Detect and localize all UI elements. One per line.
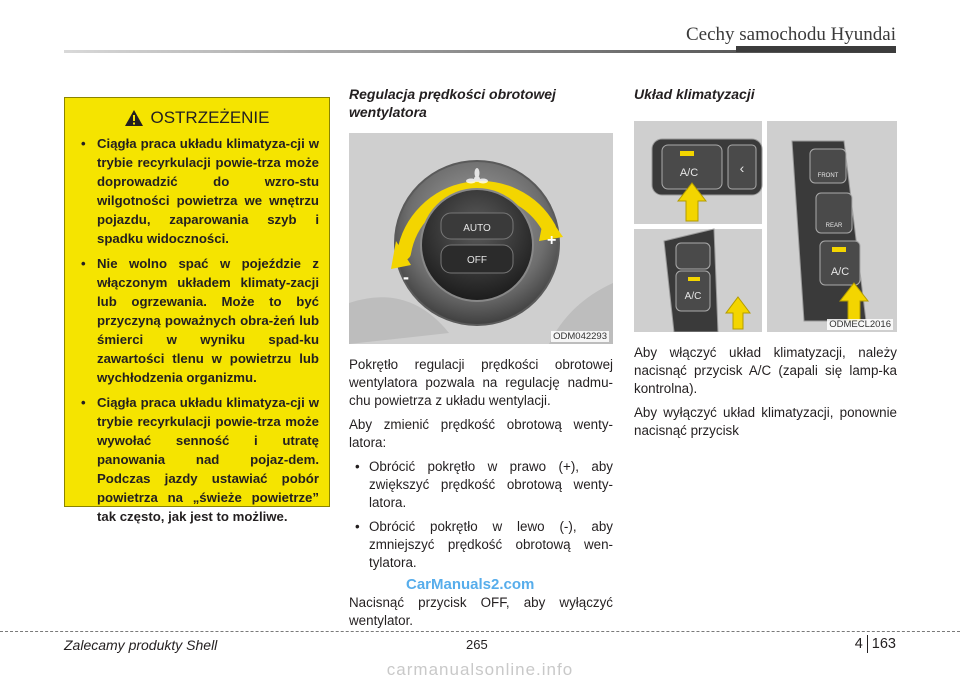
fan-bullet-text: Obrócić pokrętło w prawo (+), aby zwiększyć prędkość obrotową wenty-latora. xyxy=(369,459,613,510)
fan-bullet-item xyxy=(349,518,613,572)
indicator-light xyxy=(680,151,694,156)
ac-label: A/C xyxy=(684,291,702,302)
bullet: • xyxy=(355,519,360,534)
fan-para-2: Aby zmienić prędkość obrotową wenty-latora: xyxy=(349,417,613,450)
warning-item-text: Ciągła praca układu klimatyza-cji w trybie recyrkulacji powie-trza może wywołać senność i utratę panowania nad pojaz-dem. Podczas jazdy ustawiać pobór powietrza na „świeże powietrze” tak często, jak jest to możliwe. xyxy=(97,395,319,524)
fan-para-3: Nacisnąć przycisk OFF, aby wyłączyć wentylator. xyxy=(349,595,613,628)
warning-item-text: Nie wolno spać w pojeździe z włączonym układem klimaty-zacji lub ogrzewania. Może to być przyczyną poważnych obra-żeń lub śmierci w wyniku spad-ku zawartości tlenu w powietrzu lub wychłodzenia organizmu. xyxy=(97,256,319,385)
bullet: • xyxy=(81,256,86,271)
rear-label: REAR xyxy=(825,223,843,229)
footer-center-number: 265 xyxy=(466,637,488,652)
fan-para-1: Pokrętło regulacji prędkości obrotowej wentylatora pozwala na regulację nadmu-chu powietrza z układu wentylacji. xyxy=(349,357,613,408)
fan-bullet-item xyxy=(349,458,613,512)
warning-heading xyxy=(75,108,319,128)
warning-item xyxy=(75,254,319,387)
indicator-light xyxy=(688,277,700,281)
ac-para-1: Aby włączyć układ klimatyzacji, należy nacisnąć przycisk A/C (zapali się lamp-ka kontrolna). xyxy=(634,345,897,396)
chapter-number: 4 xyxy=(854,636,863,652)
fan-bullet-text: Obrócić pokrętło w lewo (-), aby zmniejszyć prędkość obrotową wen-tylatora. xyxy=(369,519,613,570)
ac-label: A/C xyxy=(679,167,699,179)
fan-figure-caption: ODM042293 xyxy=(553,331,607,342)
warning-list xyxy=(75,134,319,526)
auto-label: AUTO xyxy=(463,223,491,234)
ac-button-figure xyxy=(634,121,897,332)
warning-triangle-icon xyxy=(124,109,144,127)
footer-rule xyxy=(0,631,960,632)
ac-body-text xyxy=(634,344,897,440)
ac-label: A/C xyxy=(830,266,850,278)
footer-page-number xyxy=(855,635,896,653)
warning-heading-text: OSTRZEŻENIE xyxy=(150,108,270,127)
warning-box xyxy=(64,97,330,524)
front-label: FRONT xyxy=(817,173,839,179)
fan-speed-section xyxy=(349,85,613,636)
fan-knob-illustration xyxy=(349,133,613,344)
fan-knob-figure xyxy=(349,133,613,344)
header-rule-accent xyxy=(736,46,896,52)
ac-section xyxy=(634,85,897,446)
minus-label: - xyxy=(403,267,409,287)
bullet: • xyxy=(81,136,86,151)
off-label: OFF xyxy=(467,255,487,266)
footer-left-text: Zalecamy produkty Shell xyxy=(64,637,218,653)
plus-label: + xyxy=(547,232,557,249)
fan-body-text xyxy=(349,356,613,630)
page-number: 163 xyxy=(871,636,896,652)
footer-watermark: carmanualsonline.info xyxy=(386,660,574,679)
bullet: • xyxy=(81,395,86,410)
warning-item xyxy=(75,393,319,526)
watermark-carmanuals: CarManuals2.com xyxy=(406,576,535,593)
warning-item-text: Ciągła praca układu klimatyza-cji w trybie recyrkulacji powie-trza może doprowadzić do wzro-stu wilgotności powietrza we wnętrzu pojazdu, zaparowania szyb i spadku widoczności. xyxy=(97,136,319,246)
warning-item xyxy=(75,134,319,248)
bullet: • xyxy=(355,459,360,474)
ac-section-title: Układ klimatyzacji xyxy=(634,86,755,102)
ac-button-illustration xyxy=(634,121,897,332)
ac-figure-caption: ODMECL2016 xyxy=(829,319,891,330)
fan-bullet-list xyxy=(349,458,613,572)
chevron-left-icon: ‹ xyxy=(739,160,745,176)
fan-section-title: Regulacja prędkości obrotowej wentylatora xyxy=(349,86,556,120)
indicator-light xyxy=(832,247,846,252)
page-separator xyxy=(867,635,868,653)
header-title: Cechy samochodu Hyundai xyxy=(685,24,896,45)
ac-para-2: Aby wyłączyć układ klimatyzacji, ponownie nacisnąć przycisk xyxy=(634,405,897,438)
